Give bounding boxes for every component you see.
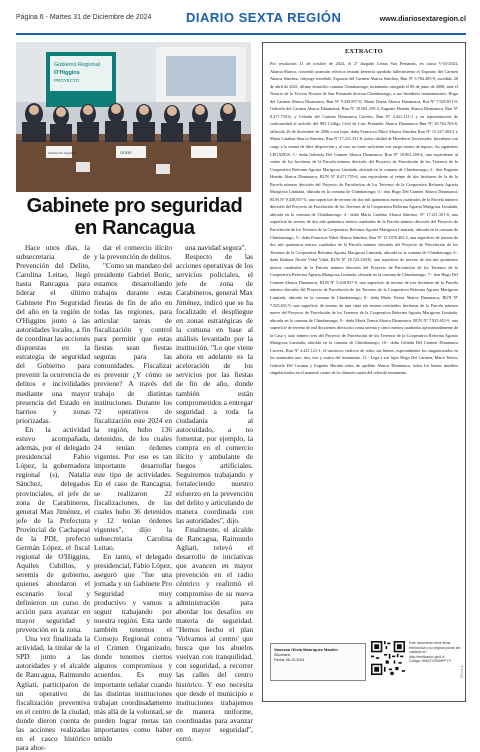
electronic-signature-block xyxy=(270,643,366,681)
newspaper-brand: DIARIO SEXTA REGIÓN xyxy=(186,10,342,25)
verification-code: Código: HMHZYDWMPFYV xyxy=(409,659,452,664)
signer-name: Vanessa Olivia Manríquez Maulén xyxy=(274,647,338,652)
article-paragraph: En tanto, el delegado presidencial, Fabio López, aseguró que "fue una jornada y un Gabinete Pro Seguridad muy productivo y vamos a seguir trabajando por nuestra región. Esta tarde también tenemos el Consejo Regional contra el Crimen Organizado, donde tenemos ciertos algunos compromisos y acuerdos. Es muy importante señalar cuando las distintas instituciones trabajan coordinadamente más allá de la voluntad, se pueden lograr metas tan importantes como haber tenido xyxy=(94,552,172,744)
article-headline: Gabinete pro seguridad en Rancagua xyxy=(26,195,243,239)
banner-line-1: Gobierno Regional xyxy=(54,62,100,68)
signature-date: Fecha: 06-12-2024 xyxy=(274,658,305,662)
signer-role: Secretario xyxy=(274,653,291,657)
qr-code-icon[interactable] xyxy=(371,641,405,675)
page-header xyxy=(16,10,466,32)
article-paragraph: Finalmente, el alcalde de Rancagua, Raimundo Agliati, relevó el desarrollo de iniciativas que avancen en mayor prevención en el radio céntrico y reafirmó el compromiso de su nueva administración para abordar los desafíos en materia de seguridad. "Hemos hecho el plan 'Volvamos al centro' que busca que los abuelos vuelvan con tranquilidad, con seguridad, a recorrer las calles del centro histórico. Y eso necesita que desde el municipio e instituciones trabajemos de manera uniforme, coordinadas para avanzar en mayor seguridad", cerró. xyxy=(176,524,253,744)
side-reference-code: X5-9-2-1 xyxy=(460,665,464,678)
article-paragraph: dar el comercio ilícito y la prevención de delitos. xyxy=(94,243,172,262)
legal-notice-box xyxy=(262,42,466,702)
verification-note xyxy=(409,641,461,664)
table-sign-1: GORE xyxy=(120,150,132,155)
article-paragraph: En la actividad estuvo acompañada, además, por el delegado presidencial Fabio López, la gobernadora regional (s), Natalia Sánchez, delegados provinciales, el jefe de zona de Carabineros, general Max Jiménez, el jefe de la Prefectura Provincial de Cachapoal de la PDI, prefecto Germán López, el fiscal regional de O'Higgins, Aquiles Cubillos, y seremis de gobierno, quienes abordaron el escenario local y definieron un curso de acción para avanzar en mayor seguridad y prevención en la zona. xyxy=(16,424,90,634)
table-sign-2: Gabinete Pro Seguridad xyxy=(48,152,76,155)
banner-line-3: PROYECTO xyxy=(54,78,80,83)
header-divider xyxy=(16,33,466,35)
banner-line-2: O'Higgins xyxy=(54,70,80,76)
article-column-1 xyxy=(16,243,91,752)
article-paragraph: Una vez finalizada la actividad, la titular de la SPD junto a las autoridades y el alcalde de Rancagua, Raimundo Agliati, participaron de un operativo de fiscalización preventiva en el centro de la ciudad, donde dieron cuenta de las acciones realizadas en el casco histórico para abor- xyxy=(16,634,90,752)
verification-text: Este documento tiene firma electrónica y su original puede ser validado en http://verificadoc.pjud.cl xyxy=(409,641,461,659)
article-paragraph: Respecto de las acciones operativas de los servicios policiales, el jefe de zona de Carabineros, general Max Jiménez, indicó que se ha focalizado el despliegue en zonas estratégicas de la comuna en base al análisis levantado por la institución. "Lo que viene ahora en adelante es la aceleración de los servicios por las fiestas de fin de año, donde también están comprometidos a entregar seguridad a toda la ciudadanía al autocuidado, a no fomentar, por ejemplo, la compra en el comercio ilícito y ambulante de fuegos artificiales. Seguiremos trabajando y fortaleciendo nuestro esfuerzo en la prevención del delito y articulando de manera coordinada con las autoridades", dijo. xyxy=(176,252,253,525)
article-photo xyxy=(16,42,251,192)
article-paragraph: una navidad segura". xyxy=(185,243,247,252)
legal-notice-text: Por resolución 21 de octubre de 2024, el 2º Juzgado Letras San Fernando, en causa V-53-2024, Abarca/Abarca, concedió posesión efectiva testada herencia quedada fallecimiento el Esposito del Carmen Abarca Sánchez, cónyuge sucedido. Esposito del Carmen Abarca Sánchez, Run Nº 5.784.405-9, sucedido 28 de abril de 2021, último domicilio comuna Chimbarongo, testamento otorgado el 06 de junio de 2008, ante el Notario de la Tercera Notaría de San Fernando doctora Chimbarongo, a sus herederos testamentarios: Hugo del Carmen Abarca Dinamarca, Run Nº 9.438.857-0; María Teresa Abarca Dinamarca, Rut Nº 7.925.651-9; Gabriela del Carmen Abarca Dinamarca, Run Nº 10.861.259-4; Eugenio Hernán Abarca Dinamarca, Run Nº 8.471.755-6; y Celinda del Carmen Dinamarca Cáceres, Run Nº 4.421.121-1 y en representación de conformidad al artículo del 983 Código Civil de Luis Fernando Abarca Dinamarca Run Nº 10.762.763-8, fallecido 26 de diciembre de 2006 a sus hijas, doña Francisca Nikol Abarca Sánchez Run Nº 15.327.403-2 y María Catalina Abarca Sánchez, Run Nº 17.211.351-6, todos calidad de Herederos Universales. Inscríbase con cargo a la cuenta de libre disposición y al cura no fuese suficiente con cargo cuenta de esposo, los siguientes LEGADOS. 1.- doña Gabriela Del Carmen Abarca Dinamarca, Run Nº 10.861.259-4, una equivalente al veinte de los hectáreas de la Parcela número dieciséis del Proyecto de Parcelación de los Terrenos de la Cooperativa Reforma Agraria Marigrosa Limitada, ubicada en la comuna de Chimbarongo; 2.- don Eugenio Hernán Abarca Dinamarca, RUN Nº 8.471.755-6, una equivalente al veinte de dos hectáreas de la de la Parcela número dieciséis del Proyecto de Parcelación de los Terrenos de la Cooperativa Reforma Agraria Marigrosa Limitada, ubicada en la comuna de Chimbarongo; 3.- don Hugo Del Carmen Abarca Dinamarca, RUN Nº 9.438.857-0, una superficie de terreno de dos mil quinientos metros cuadrados de la Parcela número dieciséis del Proyecto de Parcelación de los Terrenos de la Cooperativa Reforma Agraria Marigrosa Limitada, ubicada en la comuna de Chimbarongo. 4.- doña María Catalina Abarca Sánchez, Nº 17.211.351-6, una superficie de terreno de dos mil quinientos metros cuadrados de la Parcela número dieciséis del Proyecto de Parcelación de los Terrenos de la Cooperativa Reforma Agraria Marigrosa Limitada, ubicada en la comuna de Chimbarongo; 5.- doña Francisca Nikol Abarca Sánchez, Run Nº 15.3378.403-2, una superficie de terreno de dos mil quinientos metros cuadrados de la Parcela número dieciséis del Proyecto de Parcelación de los Terrenos de la Cooperativa Reforma Agraria Marigrosa Limitada, ubicada en la comuna de Chimbarongo; 6.- doña Barbara Nicole Vidal Vidal, RUN Nº 18.722.338-K, una superficie de terreno de dos mil quinientos metros cuadrados de la Parcela número dieciséis del Proyecto de Parcelación de los Terrenos de la Cooperativa Reforma Agraria Marigrosa Limitada, ubicada en la comuna de Chimbarongo. 7.- don Hugo Del Carmen Abarca Dinamarca, RUN Nº 9.438.857-0, una superficie de terreno de tres hectáreas de la Parcela número dieciséis del Proyecto de Parcelación de los Terrenos de la Cooperativa Reforma Agraria Marigrosa Limitada, ubicada en la comuna de Chimbarongo; 8.- doña María Teresa Abarca Dinamarca, RUN Nº 7.925.651-9, una superficie de terreno de una cinta sin terreno restituidos hectáreas de la Parcela número nueve del Proyecto de Parcelación de los Terrenos de la Cooperativa Reforma Agraria Marigrosa Limitada, ubicada en la comuna de Chimbarongo; 9.- doña María Teresa Abarca Dinamarca, RUN Nº 7.925.651-9, una superficie de terreno de mil doscientos dieciocho coma setenta y cinco metros cuadrados aproximadamente de la Casa y sitio número tres del Proyecto de Parcelación de los Terrenos de la Cooperativa Reforma Agraria Marigrosa Limitada, ubicada en la comuna de Chimbarongo; 10.- doña Celinda Del Carmen Dinamarca Cáceres, Run Nº 4.421.121-1, el usufructo vitalicio de todos sus bienes, especialmente los singularizados en los numerales uno, dos, tres y cuatro del testamento. 11.- Lega a sus hijos Hugo Del Carmen, María Teresa, Gabriela Del Carmen y Eugenio Hernán todos de apellido Abarca Dinamarca, todos los bienes muebles singularizados en el numeral cuatro de la cláusula cuarta del referido testamento. xyxy=(270,61,458,376)
article-column-2 xyxy=(94,243,172,744)
article-paragraph: "Como un mandato del presidente Gabriel Boric, estamos desarrollando trabajos durante estas fiestas de fin de año en todas las regiones, para articular tareas de fiscalización y control para permitir que estas fiestas sean fiestas seguras para las comunidades. Fiscalizar es prevenir ¿Y cómo se previene? A través del trabajo de distintas instituciones. Durante los 72 operativos de fiscalización este 2024 en la región, hubo 136 detenidos, de los cuales 24 tenían órdenes vigentes. Por eso es tan importante desarrollar este tipo de actividades. En el caso de Rancagua, se realizaron 22 fiscalizaciones, de las cuales hubo 36 detenidos y 12 tenían órdenes vigentes", dijo la subsecretaria Carolina Leitao. xyxy=(94,261,172,553)
page-number-date: Página 6 - Martes 31 de Diciembre de 2024 xyxy=(16,14,152,21)
article-paragraph: Hace unos días, la subsecretaria de Prevención del Delito, Carolina Leitao, llegó hasta Rancagua para liderar el último Gabinete Pro Seguridad del año en la región de O'Higgins junto a las autoridades locales, a fin de coordinar las acciones dispuestas en la estrategia de seguridad del Gobierno para prevenir la ocurrencia de delitos e incivilidades mediante una mayor presencia del Estado en barrios y zonas priorizadas. xyxy=(16,243,91,425)
website-url: www.diariosextaregion.cl xyxy=(379,14,466,23)
legal-notice-title: EXTRACTO xyxy=(345,48,383,55)
article-column-3 xyxy=(176,243,253,744)
meeting-photo-illustration xyxy=(16,42,251,192)
